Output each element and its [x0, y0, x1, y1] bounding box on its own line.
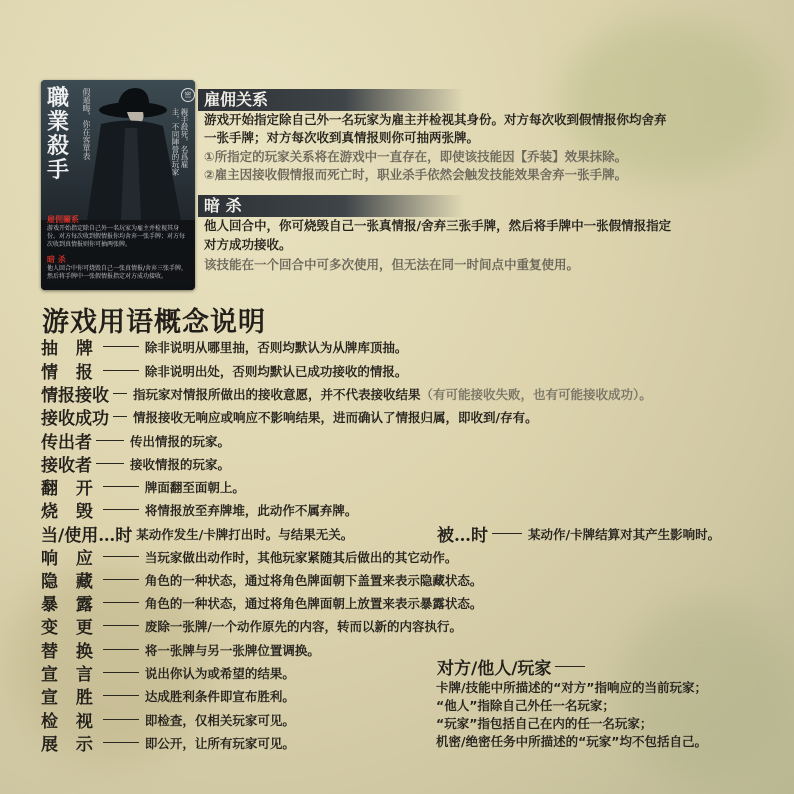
- glossary-term: 宣 胜: [41, 688, 99, 708]
- dash-divider: [103, 742, 139, 743]
- skill2-note: 该技能在一个回合中可多次使用，但无法在同一时间点中重复使用。: [204, 257, 580, 272]
- dash-divider: [103, 579, 139, 580]
- glossary-term: 展 示: [41, 735, 99, 755]
- card-skill2-title: 暗 杀: [47, 255, 66, 264]
- glossary-definition: 情报接收无响应或响应不影响结果，进而确认了情报归属，即收到/存有。: [133, 409, 538, 425]
- glossary-row: [41, 730, 295, 755]
- glossary-term: 情 报: [41, 363, 99, 383]
- glossary-definition: 接收情报的玩家。: [130, 456, 231, 472]
- dash-divider: [113, 416, 127, 417]
- glossary-row: [41, 590, 483, 615]
- skill-title-employment: 雇佣关系: [198, 89, 464, 111]
- glossary-definition: 牌面翻至面朝上。: [144, 479, 245, 495]
- glossary-row: [41, 474, 245, 499]
- glossary-row: [41, 521, 354, 546]
- glossary-definition: 当玩家做出动作时，其他玩家紧随其后做出的其它动作。: [144, 549, 458, 565]
- glossary-term: 接收者: [41, 456, 92, 476]
- dash-divider: [492, 533, 522, 534]
- glossary-row: [41, 428, 231, 453]
- glossary-row: [41, 404, 538, 429]
- card-badge: 密: [181, 88, 195, 102]
- glossary-row: [41, 381, 652, 406]
- glossary-term: 翻 开: [41, 479, 99, 499]
- card-skill2-text: 他人回合中你可烧毁自己一张真情报/舍弃三张手牌，然后将手牌中一张假情报指定对方成功接收。: [47, 265, 188, 280]
- glossary-row: [437, 654, 591, 679]
- glossary-definition: 除非说明出处，否则均默认已成功接收的情报。: [144, 363, 408, 379]
- glossary-row: [41, 544, 458, 569]
- glossary-definition: 将一张牌与另一张牌位置调换。: [144, 642, 320, 658]
- glossary-term: 响 应: [41, 549, 99, 569]
- glossary-term: 隐 藏: [41, 572, 99, 592]
- glossary-row: [41, 497, 358, 522]
- glossary-term: 当/使用…时: [41, 526, 133, 546]
- dash-divider: [103, 509, 139, 510]
- glossary-definition: 将情报放至弃牌堆，此动作不属弃牌。: [144, 502, 358, 518]
- glossary-row: [41, 334, 408, 359]
- dash-divider: [103, 719, 139, 720]
- dash-divider: [103, 625, 139, 626]
- dash-divider: [103, 649, 139, 650]
- dash-divider: [96, 463, 124, 464]
- glossary-definition: 废除一张牌/一个动作原先的内容，转而以新的内容执行。: [144, 618, 462, 634]
- glossary-definition: 即检查，仅相关玩家可见。: [144, 712, 295, 728]
- card-subtitle: 假遁晦，你在客單表: [82, 88, 91, 160]
- glossary-definition: 传出情报的玩家。: [130, 433, 231, 449]
- player-definition-line: 卡牌/技能中所描述的“对方”指响应的当前玩家；: [436, 680, 707, 695]
- glossary-term: 检 视: [41, 712, 99, 732]
- glossary-definition: 即公开，让所有玩家可见。: [144, 735, 295, 751]
- glossary-row: [41, 451, 231, 476]
- glossary-term: 情报接收: [41, 386, 109, 406]
- glossary-row: [41, 660, 295, 685]
- glossary-term: 被…时: [437, 526, 488, 546]
- player-definition-line: “他人”指除自己外任一名玩家；: [436, 698, 615, 713]
- player-definition-line: “玩家”指包括自己在内的任一名玩家；: [436, 716, 653, 731]
- glossary-definition: 指玩家对情报所做出的接收意愿，并不代表接收结果: [133, 386, 421, 402]
- dash-divider: [96, 440, 124, 441]
- skill1-note: ②雇主因接收假情报而死亡时，职业杀手依然会触发技能效果舍弃一张手牌。: [204, 167, 628, 182]
- glossary-term: 暴 露: [41, 595, 99, 615]
- glossary-term: 宣 言: [41, 665, 99, 685]
- glossary-term: 变 更: [41, 618, 99, 638]
- dash-divider: [103, 370, 139, 371]
- glossary-note: （有可能接收失败，也有可能接收成功）。: [420, 386, 652, 402]
- skill1-note: ①所指定的玩家关系将在游戏中一直存在，即使该技能因【乔装】效果抹除。: [204, 149, 628, 164]
- glossary-row: [41, 637, 320, 662]
- glossary-term: 烧 毁: [41, 502, 99, 522]
- glossary-term: 对方/他人/玩家: [437, 659, 552, 679]
- glossary-definition: 说出你认为或希望的结果。: [144, 665, 295, 681]
- glossary-term: 接收成功: [41, 409, 109, 429]
- card-character-name: 職業殺手: [47, 85, 70, 183]
- dash-divider: [113, 393, 127, 394]
- dash-divider: [103, 672, 139, 673]
- glossary-row: [41, 683, 295, 708]
- glossary-term: 传出者: [41, 433, 92, 453]
- skill2-line: 对方成功接收。: [204, 237, 292, 252]
- glossary-definition: 某动作/卡牌结算对其产生影响时。: [528, 526, 721, 542]
- glossary-row: [41, 567, 483, 592]
- card-skill1-text: 游戏开始指定除自己外一名玩家为雇主并检视其身份。对方每次收到假情报你均舍弃一张手牌；对方每次收到真情报则你可抽两张牌。: [47, 225, 186, 248]
- skill-title-assassinate: 暗 杀: [198, 195, 464, 217]
- glossary-term: 替 换: [41, 642, 99, 662]
- player-definition-line: 机密/绝密任务中所描述的“玩家”均不包括自己。: [436, 734, 707, 749]
- glossary-definition: 除非说明从哪里抽，否则均默认为从牌库顶抽。: [144, 339, 408, 355]
- glossary-definition: 达成胜利条件即宣布胜利。: [144, 688, 295, 704]
- dash-divider: [103, 556, 139, 557]
- glossary-row: [41, 707, 295, 732]
- dash-divider: [103, 695, 139, 696]
- glossary-definition: 某动作发生/卡牌打出时。与结果无关。: [136, 526, 354, 542]
- glossary-row: [41, 358, 408, 383]
- character-card: [41, 80, 195, 290]
- card-skill1-title: 雇佣關系: [47, 215, 79, 224]
- dash-divider: [103, 346, 139, 347]
- dash-divider: [103, 602, 139, 603]
- skill2-line: 他人回合中，你可烧毁自己一张真情报/舍弃三张手牌，然后将手牌中一张假情报指定: [204, 218, 672, 233]
- dash-divider: [103, 486, 139, 487]
- skill1-line: 一张手牌；对方每次收到真情报则你可抽两张牌。: [204, 130, 480, 145]
- glossary-term: 抽 牌: [41, 339, 99, 359]
- glossary-definition: 角色的一种状态，通过将角色牌面朝下盖置来表示隐藏状态。: [144, 572, 483, 588]
- glossary-title: 游戏用语概念说明: [42, 307, 266, 338]
- glossary-row: [41, 613, 462, 638]
- glossary-definition: 角色的一种状态，通过将角色牌面朝上放置来表示暴露状态。: [144, 595, 483, 611]
- skill1-line: 游戏开始指定除自己外一名玩家为雇主并检视其身份。对方每次收到假情报你均舍弃: [204, 112, 667, 127]
- card-motto: 親手殺死，名爲雇主，不同陣營的玩家: [171, 108, 189, 176]
- dash-divider: [555, 666, 585, 667]
- glossary-row: [437, 521, 721, 546]
